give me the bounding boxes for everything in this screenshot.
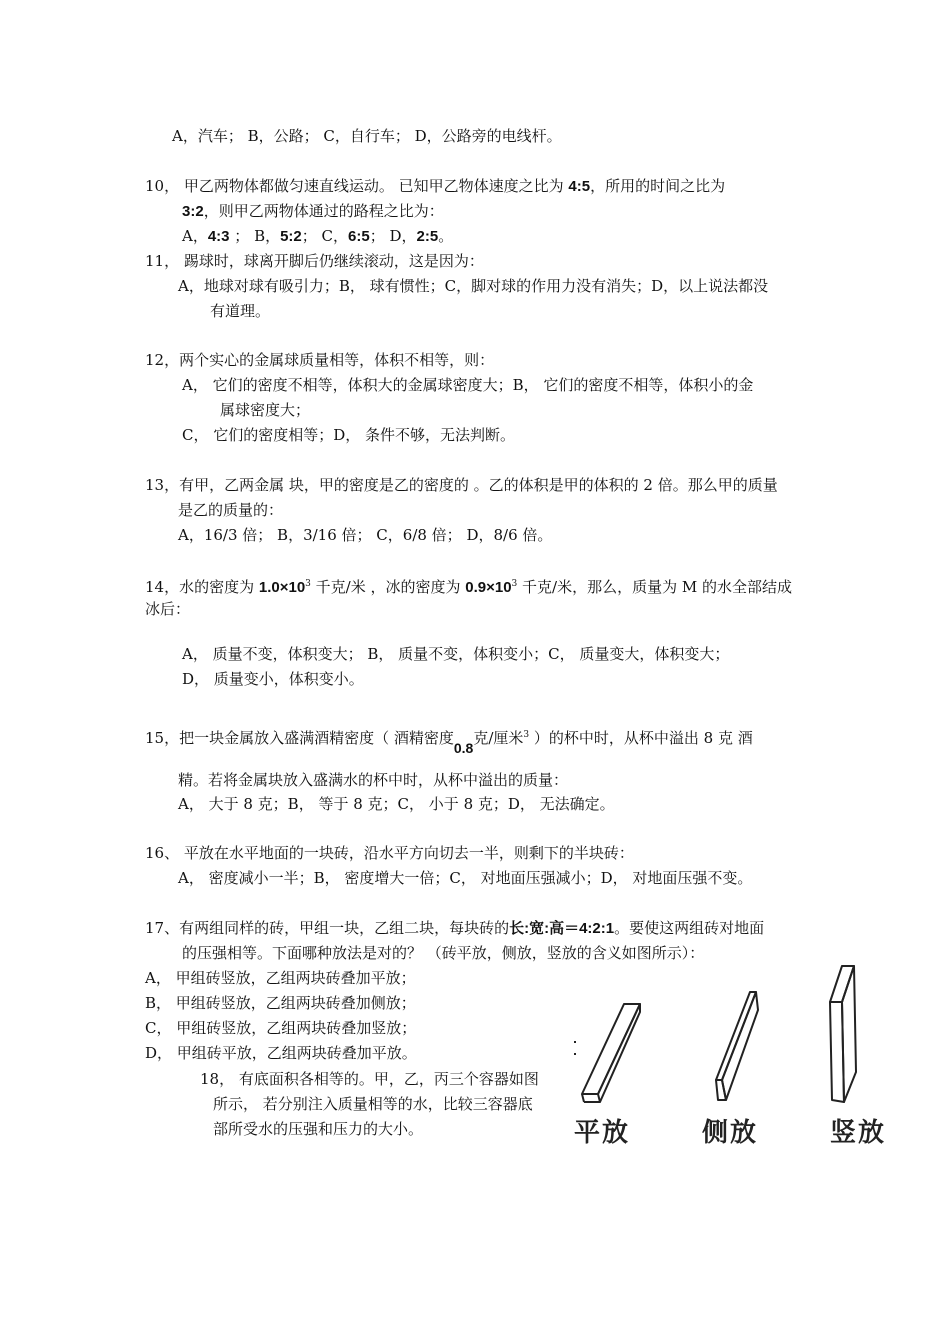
q17-stem: 17、有两组同样的砖，甲组一块，乙组二块，每块砖的长:宽:高＝4:2:1。要使这两组砖对地面 (145, 919, 765, 937)
q17-option-b: B， 甲组砖竖放，乙组两块砖叠加侧放； (145, 994, 416, 1012)
label-vertical: 竖放 (830, 1118, 887, 1148)
q18-stem: 18， 有底面积各相等的。甲，乙，丙三个容器如图 (200, 1070, 539, 1088)
q14-options: A， 质量不变，体积变大； B， 质量不变，体积变小；C， 质量变大，体积变大； (182, 645, 730, 663)
q12-options-cont: 属球密度大； (220, 401, 311, 419)
q11-stem: 11， 踢球时，球离开脚后仍继续滚动，这是因为： (145, 252, 484, 270)
q15-options: A， 大于 8 克；B， 等于 8 克；C， 小于 8 克；D， 无法确定。 (178, 795, 615, 813)
q17-option-d: D， 甲组砖平放，乙组两块砖叠加平放。 (145, 1044, 417, 1062)
q12-stem: 12，两个实心的金属球质量相等，体积不相等，则： (145, 351, 495, 369)
brick-orientation-figure (560, 962, 900, 1152)
q13-stem: 13，有甲，乙两金属 块，甲的密度是乙的密度的 。乙的体积是甲的体积的 2 倍。那么甲的质量 (145, 476, 778, 494)
q15-stem-cont: 精。若将金属块放入盛满水的杯中时，从杯中溢出的质量： (178, 771, 569, 789)
q14-stem-cont: 冰后： (145, 600, 191, 618)
q11-options-cont: 有道理。 (210, 302, 271, 320)
q16-options: A， 密度减小一半；B， 密度增大一倍；C， 对地面压强减小；D， 对地面压强不变。 (178, 869, 753, 887)
q15-stem: 15，把一块金属放入盛满酒精密度（ 酒精密度0.8克/厘米$^3$ ）的杯中时，从杯中溢出 8 克 酒 (145, 729, 753, 756)
label-side: 侧放 (702, 1118, 759, 1148)
vertical-brick-drawing (830, 966, 856, 1102)
q13-stem-cont: 是乙的质量的： (178, 501, 284, 519)
q14-stem: 14，水的密度为 $1.0\times 10^3$ 千克/米 ，冰的密度为 $0.9\times 10^3$ 千克/米，那么，质量为 M 的水全部结成 (145, 578, 792, 596)
q18-stem-cont: 所示， 若分别注入质量相等的水，比较三容器底 (213, 1095, 533, 1113)
q12-options: A， 它们的密度不相等，体积大的金属球密度大；B， 它们的密度不相等，体积小的金 (182, 376, 754, 394)
label-flat: 平放 (574, 1118, 631, 1148)
q11-options: A，地球对球有吸引力；B， 球有惯性；C，脚对球的作用力没有消失；D，以上说法都没 (178, 277, 769, 295)
q18-stem-cont-2: 部所受水的压强和压力的大小。 (213, 1120, 424, 1138)
q10-stem: 10， 甲乙两物体都做匀速直线运动。 已知甲乙物体速度之比为 4:5，所用的时间之比为 (145, 177, 726, 195)
flat-brick-drawing (574, 1004, 640, 1102)
q13-options: A，16/3 倍； B，3/16 倍； C，6/8 倍； D，8/6 倍。 (178, 526, 553, 544)
q17-option-c: C， 甲组砖竖放，乙组两块砖叠加竖放； (145, 1019, 417, 1037)
q9-options: A，汽车； B，公路； C，自行车； D，公路旁的电线杆。 (172, 127, 562, 145)
q10-stem-cont: 3:2，则甲乙两物体通过的路程之比为： (182, 202, 444, 220)
q10-options: A，4:3 ； B，5:2； C，6:5； D，2:5。 (182, 227, 454, 245)
q12-options-2: C， 它们的密度相等；D， 条件不够，无法判断。 (182, 426, 516, 444)
q17-option-a: A， 甲组砖竖放，乙组两块砖叠加平放； (145, 969, 416, 987)
q16-stem: 16、 平放在水平地面的一块砖，沿水平方向切去一半，则剩下的半块砖： (145, 844, 634, 862)
brick-drawings (560, 962, 900, 1112)
side-brick-drawing (716, 992, 758, 1100)
q14-options-cont: D， 质量变小，体积变小。 (182, 670, 364, 688)
q17-stem-cont: 的压强相等。下面哪种放法是对的？ （砖平放，侧放，竖放的含义如图所示）： (182, 944, 705, 962)
